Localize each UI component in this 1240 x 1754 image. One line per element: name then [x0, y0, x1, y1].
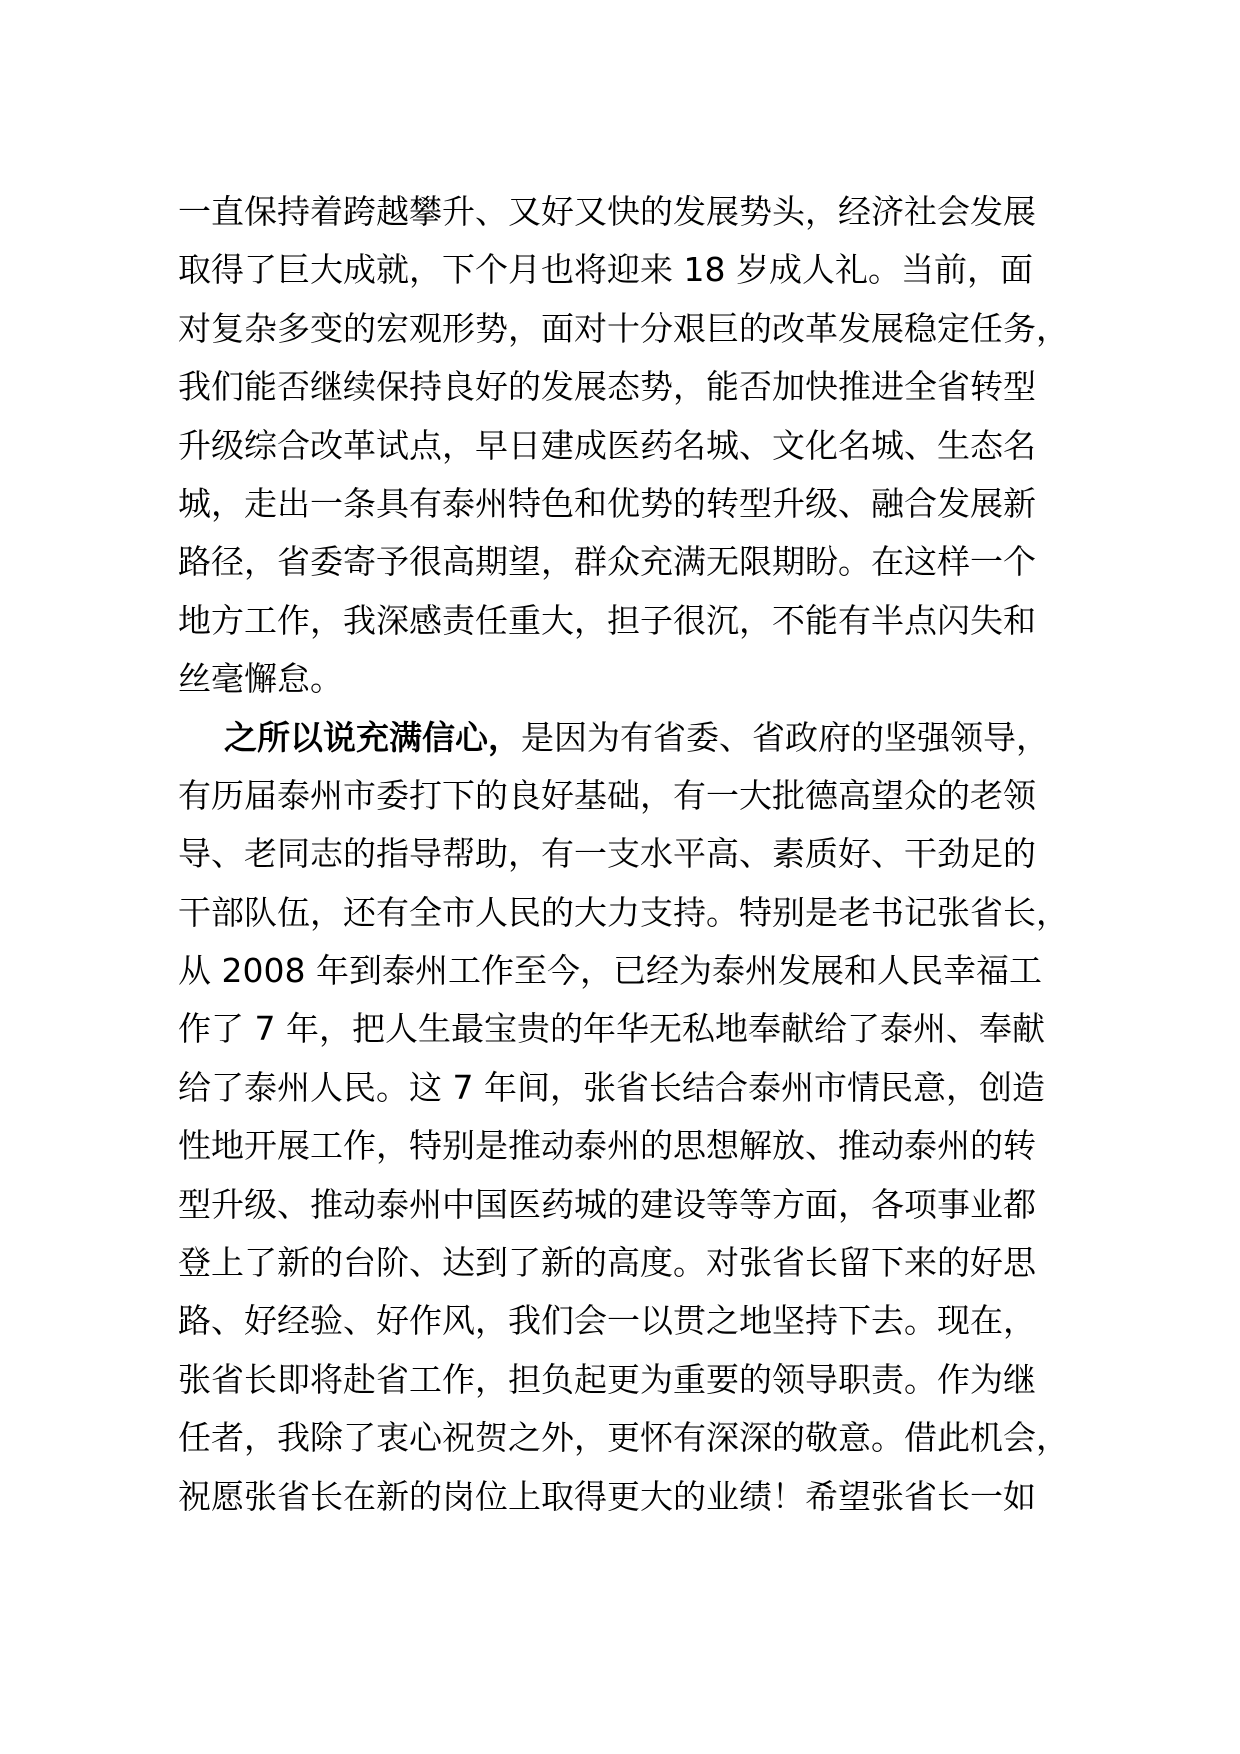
text-line: 城，走出一条具有泰州特色和优势的转型升级、融合发展新: [178, 483, 1036, 523]
text-line: 我们能否继续保持良好的发展态势，能否加快推进全省转型: [178, 367, 1036, 407]
paragraph-1: [178, 183, 1078, 709]
text-line: 有历届泰州市委打下的良好基础，有一大批德高望众的老领: [178, 775, 1036, 815]
text-line: 一直保持着跨越攀升、又好又快的发展势头，经济社会发展: [178, 192, 1036, 231]
document-body: [178, 183, 1078, 1526]
text-line: 性地开展工作，特别是推动泰州的思想解放、推动泰州的转: [178, 1126, 1036, 1166]
text-line: 祝愿张省长在新的岗位上取得更大的业绩！希望张省长一如: [178, 1476, 1036, 1516]
text-line: 对复杂多变的宏观形势，面对十分艰巨的改革发展稳定任务，: [178, 308, 1069, 348]
paragraph-2: [178, 709, 1078, 1526]
text-line: 丝毫懈怠。: [178, 659, 343, 699]
text-line: 作了 7 年，把人生最宝贵的年华无私地奉献给了泰州、奉献: [178, 1009, 1045, 1049]
text-line: 任者，我除了衷心祝贺之外，更怀有深深的敬意。借此机会，: [178, 1418, 1069, 1458]
text-line: 路径，省委寄予很高期望，群众充满无限期盼。在这样一个: [178, 542, 1036, 582]
text-line: 给了泰州人民。这 7 年间，张省长结合泰州市情民意，创造: [178, 1067, 1045, 1107]
emphasis-lead: 之所以说充满信心，: [224, 717, 521, 757]
text-line: 地方工作，我深感责任重大，担子很沉，不能有半点闪失和: [178, 600, 1036, 640]
text-run: 是因为有省委、省政府的坚强领导，: [521, 717, 1049, 757]
text-line: 张省长即将赴省工作，担负起更为重要的领导职责。作为继: [178, 1359, 1036, 1399]
text-line: 路、好经验、好作风，我们会一以贯之地坚持下去。现在，: [178, 1301, 1036, 1341]
text-line: 升级综合改革试点，早日建成医药名城、文化名城、生态名: [178, 425, 1036, 465]
text-line: 登上了新的台阶、达到了新的高度。对张省长留下来的好思: [178, 1243, 1036, 1283]
text-line: 型升级、推动泰州中国医药城的建设等等方面，各项事业都: [178, 1184, 1036, 1224]
text-line: 导、老同志的指导帮助，有一支水平高、素质好、干劲足的: [178, 834, 1036, 874]
text-line: 干部队伍，还有全市人民的大力支持。特别是老书记张省长，: [178, 892, 1069, 932]
text-line: 从 2008 年到泰州工作至今，已经为泰州发展和人民幸福工: [178, 951, 1042, 991]
paragraph-first-line: [178, 709, 1078, 767]
text-line: 取得了巨大成就，下个月也将迎来 18 岁成人礼。当前，面: [178, 250, 1033, 290]
